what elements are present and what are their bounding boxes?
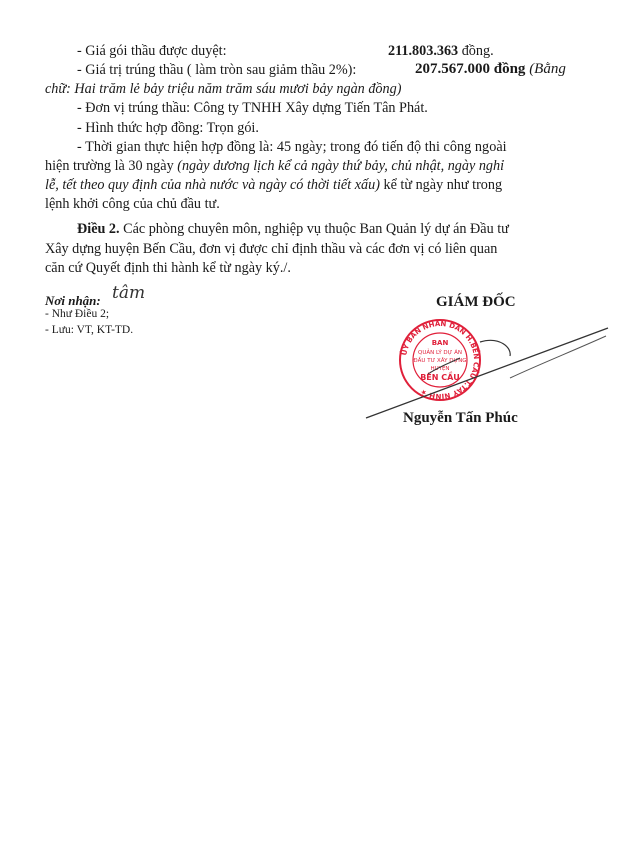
approved-price-label: - Giá gói thầu được duyệt: [77, 43, 227, 59]
duration-text: hiện trường là 30 ngày [45, 158, 178, 174]
article-2-heading: Điều 2. [77, 221, 120, 237]
contract-form: - Hình thức hợp đồng: Trọn gói. [77, 120, 259, 136]
article-2-line-3: căn cứ Quyết định thi hành kể từ ngày ký./. [45, 260, 291, 276]
winning-price [415, 60, 566, 78]
duration-line-2 [45, 157, 504, 175]
svg-text:ĐẦU TƯ XÂY DỰNG: ĐẦU TƯ XÂY DỰNG [413, 358, 467, 364]
handwritten-initials: tâm [112, 283, 146, 303]
duration-note: (ngày dương lịch kể cả ngày thứ bảy, chủ nhật, ngày nghỉ [177, 158, 505, 174]
duration-line-4: lệnh khởi công của chủ đầu tư. [45, 196, 220, 212]
article-2-text: Các phòng chuyên môn, nghiệp vụ thuộc Ban Quản lý dự án Đầu tư [119, 221, 509, 237]
recipients-label: Nơi nhận: [45, 293, 101, 308]
winning-price-value: 207.567.000 đồng [415, 61, 526, 77]
signer-title: GIÁM ĐỐC [436, 294, 516, 310]
duration-line-1: - Thời gian thực hiện hợp đồng là: 45 ngày; trong đó tiến độ thi công ngoài [77, 139, 507, 155]
duration-note-end: lễ, tết theo quy định của nhà nước và ngày có thời tiết xấu) [45, 177, 380, 193]
svg-text:ỦY BAN NHÂN DÂN H.BẾN CẦU T.TÂ: ỦY BAN NHÂN DÂN H.BẾN CẦU T.TÂY NINH ★ [400, 319, 481, 401]
recipient-item: - Như Điều 2; [45, 308, 110, 320]
duration-text-end: kể từ ngày như trong [379, 177, 503, 193]
svg-text:QUẢN LÝ DỰ ÁN: QUẢN LÝ DỰ ÁN [418, 350, 462, 356]
svg-text:BẾN CẦU: BẾN CẦU [420, 373, 460, 382]
approved-price-unit: đồng. [458, 43, 494, 59]
approved-price [388, 42, 494, 60]
article-2-line-1 [77, 220, 509, 238]
signer-name: Nguyễn Tấn Phúc [403, 410, 518, 426]
duration-line-3 [45, 176, 502, 194]
winning-price-label: - Giá trị trúng thầu ( làm tròn sau giảm thầu 2%): [77, 62, 357, 78]
svg-text:BAN: BAN [431, 339, 449, 347]
winning-price-words: chữ: Hai trăm lẻ bảy triệu năm trăm sáu mươi bảy ngàn đồng) [45, 81, 402, 97]
recipient-item: - Lưu: VT, KT-TD. [45, 324, 134, 336]
approved-price-value: 211.803.363 [388, 43, 459, 59]
winning-price-words-start: (Bằng [525, 61, 566, 77]
article-2-line-2: Xây dựng huyện Bến Cầu, đơn vị được chỉ định thầu và các đơn vị có liên quan [45, 241, 498, 257]
svg-text:HUYỆN: HUYỆN [430, 366, 450, 372]
contractor: - Đơn vị trúng thầu: Công ty TNHH Xây dựng Tiến Tân Phát. [77, 100, 428, 116]
